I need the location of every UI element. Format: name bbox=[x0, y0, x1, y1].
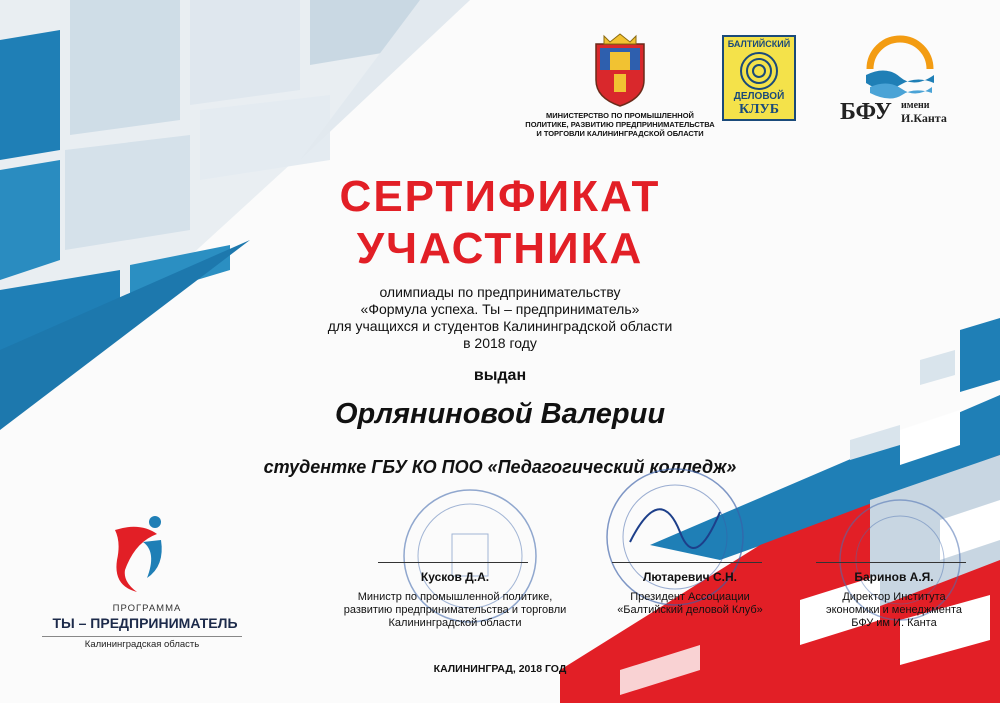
signer-name-3: Баринов А.Я. bbox=[854, 570, 934, 584]
bfu-abbreviation: БФУ bbox=[840, 99, 892, 125]
signature-line-1 bbox=[378, 562, 528, 563]
signer-position-1 bbox=[340, 591, 570, 630]
description-line-1: олимпиады по предпринимательству bbox=[379, 284, 621, 300]
signer-1-position-line-3: Калининградской области bbox=[388, 617, 522, 629]
signer-2-position-line-2: «Балтийский деловой Клуб» bbox=[617, 604, 763, 616]
certificate-title-line-1: СЕРТИФИКАТ bbox=[339, 172, 661, 221]
bfu-name-2: И.Канта bbox=[901, 111, 947, 125]
signer-block-1 bbox=[340, 570, 570, 630]
program-label: ПРОГРАММА bbox=[112, 603, 182, 614]
spiral-icon bbox=[739, 51, 779, 91]
ministry-logo bbox=[520, 32, 720, 138]
certificate-title-line-2: УЧАСТНИКА bbox=[356, 224, 644, 273]
signature-line-2 bbox=[612, 562, 762, 563]
baltic-business-club-logo bbox=[722, 35, 796, 121]
wave-sun-icon bbox=[860, 35, 940, 99]
olympiad-description bbox=[250, 284, 750, 352]
ministry-caption-2: ПОЛИТИКЕ, РАЗВИТИЮ ПРЕДПРИНИМАТЕЛЬСТВА bbox=[525, 120, 715, 129]
bfu-name-1: имени bbox=[901, 100, 930, 111]
signature-line-3 bbox=[816, 562, 966, 563]
ministry-caption-1: МИНИСТЕРСТВО ПО ПРОМЫШЛЕННОЙ bbox=[546, 111, 694, 120]
recipient-name: Орляниновой Валерии bbox=[334, 398, 666, 430]
signer-block-2 bbox=[590, 570, 790, 617]
description-line-4: в 2018 году bbox=[463, 335, 537, 351]
bfu-logo bbox=[838, 35, 968, 125]
signer-name-1: Кусков Д.А. bbox=[420, 570, 490, 584]
signer-position-2 bbox=[590, 591, 790, 617]
signer-position-3 bbox=[796, 591, 992, 630]
signer-3-position-line-2: экономики и менеджмента bbox=[826, 604, 962, 616]
recipient-organization: студентке ГБУ КО ПОО «Педагогический колледж» bbox=[263, 457, 737, 477]
program-name: ТЫ – ПРЕДПРИНИМАТЕЛЬ bbox=[52, 615, 238, 631]
bdk-mid-text: ДЕЛОВОЙ bbox=[733, 91, 785, 102]
signer-1-position-line-1: Министр по промышленной политике, bbox=[357, 591, 553, 603]
bdk-top-text: БАЛТИЙСКИЙ bbox=[727, 39, 791, 49]
signer-3-position-line-1: Директор Института bbox=[842, 591, 946, 603]
ministry-caption-3: И ТОРГОВЛИ КАЛИНИНГРАДСКОЙ ОБЛАСТИ bbox=[536, 129, 704, 138]
signer-1-position-line-2: развитию предпринимательства и торговли bbox=[343, 604, 567, 616]
signer-2-position-line-1: Президент Ассоциации bbox=[630, 591, 750, 603]
bdk-bottom-text: КЛУБ bbox=[738, 102, 780, 117]
issued-label: выдан bbox=[473, 367, 527, 384]
signer-3-position-line-3: БФУ им И. Канта bbox=[851, 617, 937, 629]
description-line-2: «Формула успеха. Ты – предприниматель» bbox=[360, 301, 640, 317]
city-year: КАЛИНИНГРАД, 2018 ГОД bbox=[433, 663, 567, 675]
signer-name-2: Лютаревич С.Н. bbox=[643, 570, 737, 584]
coat-of-arms-icon bbox=[590, 32, 650, 108]
runner-icon bbox=[95, 512, 185, 602]
program-region: Калининградская область bbox=[42, 636, 242, 650]
description-line-3: для учащихся и студентов Калининградской области bbox=[327, 318, 673, 334]
signer-block-3 bbox=[796, 570, 992, 630]
